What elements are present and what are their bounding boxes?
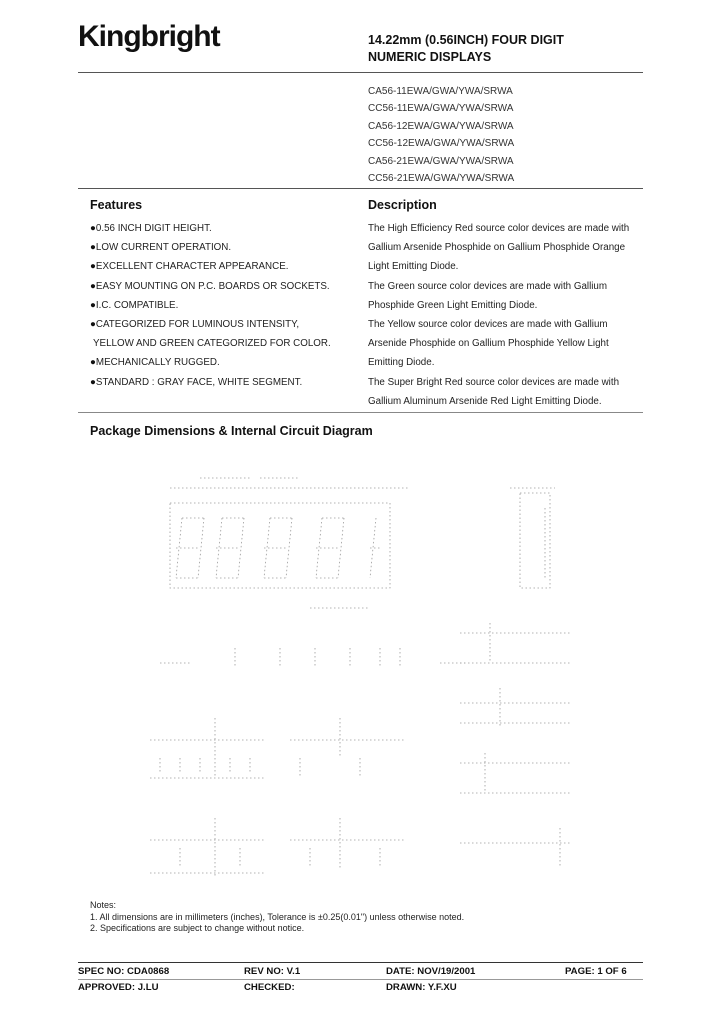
feature-item: ●LOW CURRENT OPERATION. (90, 242, 232, 254)
model-item: CA56-11EWA/GWA/YWA/SRWA (368, 86, 513, 97)
feature-item: ●MECHANICALLY RUGGED. (90, 357, 220, 369)
bullet-icon: ● (90, 280, 96, 292)
description-line: The High Efficiency Red source color devices are made with (368, 223, 630, 234)
model-item: CA56-21EWA/GWA/YWA/SRWA (368, 155, 514, 167)
bullet-icon: ● (90, 261, 96, 273)
model-list (368, 83, 514, 187)
page-number: PAGE: 1 OF 6 (565, 966, 627, 977)
notes (90, 900, 464, 935)
description-line: The Super Bright Red source color devices are made with (368, 376, 620, 388)
description-text (368, 219, 643, 411)
description-line: Light Emitting Diode. (368, 261, 459, 273)
feature-item: ●I.C. COMPATIBLE. (90, 299, 179, 311)
section-divider (78, 188, 643, 189)
note-line: 2. Specifications are subject to change without notice. (90, 923, 305, 933)
drawn-by: DRAWN: Y.F.XU (386, 982, 457, 993)
checked-by: CHECKED: (244, 982, 295, 993)
title-line-2: NUMERIC DISPLAYS (368, 50, 492, 64)
description-line: Emitting Diode. (368, 357, 435, 369)
description-line: Arsenide Phosphide on Gallium Phosphide Yellow Light (368, 338, 609, 350)
title-line-1: 14.22mm (0.56INCH) FOUR DIGIT (368, 33, 564, 47)
description-heading: Description (368, 198, 437, 212)
note-line: 1. All dimensions are in millimeters (inches), Tolerance is ±0.25(0.01") unless otherwise noted. (90, 911, 465, 922)
feature-item: YELLOW AND GREEN CATEGORIZED FOR COLOR. (93, 338, 331, 350)
header-divider (78, 72, 643, 73)
bullet-icon: ● (90, 319, 96, 331)
bullet-icon: ● (90, 223, 96, 234)
description-line: The Green source color devices are made with Gallium (368, 280, 608, 292)
feature-item: ●CATEGORIZED FOR LUMINOUS INTENSITY, (90, 319, 300, 331)
spec-number: SPEC NO: CDA0868 (78, 966, 170, 977)
model-item: CA56-12EWA/GWA/YWA/SRWA (368, 120, 514, 132)
description-line: Gallium Aluminum Arsenide Red Light Emitting Diode. (368, 395, 602, 407)
circuit-diagram-right (460, 623, 570, 868)
bullet-icon: ● (90, 357, 96, 369)
notes-heading: Notes: (90, 900, 117, 910)
circuit-diagram-middle (290, 718, 405, 868)
package-heading: Package Dimensions & Internal Circuit Diagram (90, 424, 373, 438)
document-title (368, 32, 564, 66)
feature-item: ●EASY MOUNTING ON P.C. BOARDS OR SOCKETS. (90, 280, 330, 292)
display-front-view (170, 503, 390, 588)
revision-number: REV NO: V.1 (244, 966, 301, 977)
feature-item: ●0.56 INCH DIGIT HEIGHT. (90, 223, 212, 234)
package-diagram (140, 448, 580, 888)
description-line: The Yellow source color devices are made with Gallium (368, 319, 608, 331)
bullet-icon: ● (90, 242, 96, 254)
model-item: CC56-12EWA/GWA/YWA/SRWA (368, 138, 515, 150)
bullet-icon: ● (90, 299, 96, 311)
feature-item: ●EXCELLENT CHARACTER APPEARANCE. (90, 261, 289, 273)
footer-divider (78, 962, 643, 963)
footer-row-divider (78, 979, 643, 980)
features-list (90, 219, 331, 392)
section-divider (78, 412, 643, 413)
features-heading: Features (90, 198, 143, 212)
model-item: CC56-21EWA/GWA/YWA/SRWA (368, 173, 515, 185)
approved-by: APPROVED: J.LU (78, 982, 159, 993)
display-side-view (510, 488, 555, 588)
bullet-icon: ● (90, 376, 96, 388)
circuit-diagram-left (150, 718, 265, 878)
model-item: CC56-11EWA/GWA/YWA/SRWA (368, 103, 514, 115)
description-line: Phosphide Green Light Emitting Diode. (368, 299, 538, 311)
feature-item: ●STANDARD : GRAY FACE, WHITE SEGMENT. (90, 376, 303, 388)
description-line: Gallium Arsenide Phosphide on Gallium Phosphide Orange (368, 242, 626, 254)
company-logo: Kingbright (78, 20, 220, 53)
issue-date: DATE: NOV/19/2001 (386, 966, 476, 977)
